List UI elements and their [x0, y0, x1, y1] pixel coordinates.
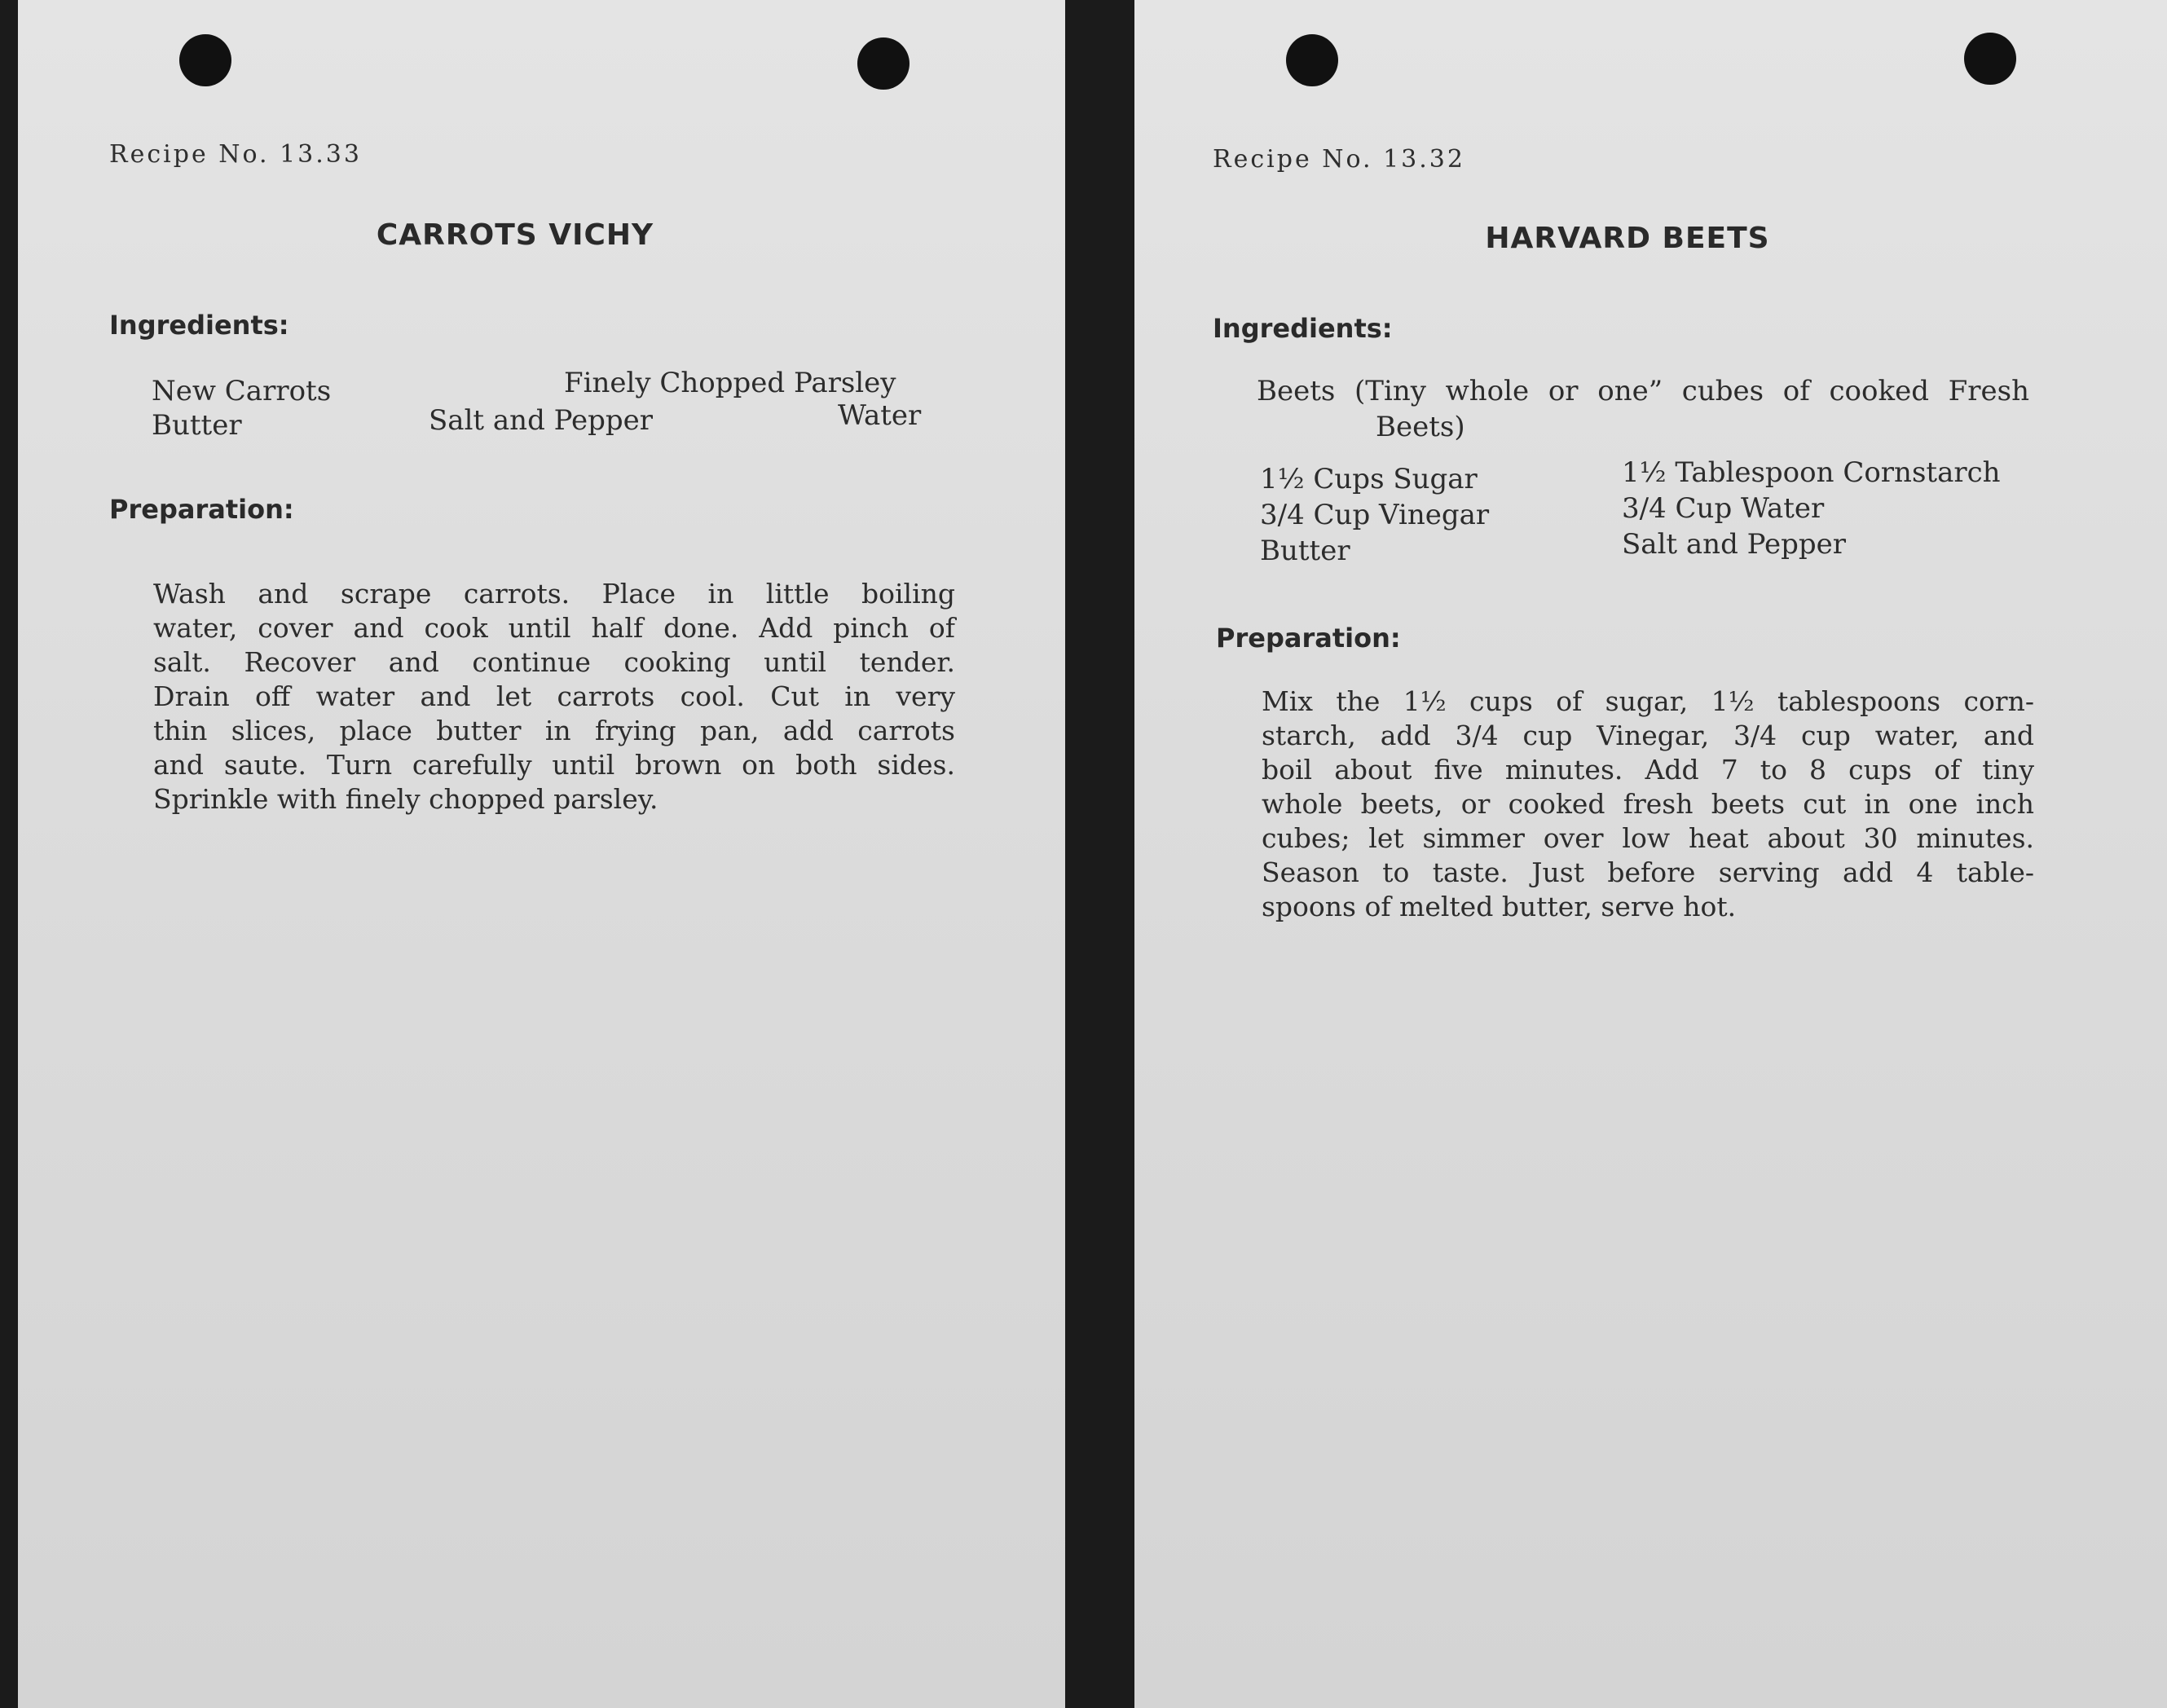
- preparation-line: whole beets, or cooked fresh beets cut in one inch: [1262, 788, 2034, 820]
- ingredient-beets: Beets (Tiny whole or one” cubes of cooked Fresh: [1257, 375, 2029, 407]
- recipe-number: Recipe No. 13.33: [109, 140, 362, 169]
- preparation-heading: Preparation:: [109, 494, 294, 525]
- preparation-line: Drain off water and let carrots cool. Cut in very: [153, 680, 955, 712]
- punch-hole-icon: [857, 37, 910, 90]
- preparation-line: and saute. Turn carefully until brown on both sides.: [153, 749, 955, 781]
- ingredients-heading: Ingredients:: [1213, 313, 1393, 344]
- recipe-number: Recipe No. 13.32: [1213, 145, 1465, 174]
- recipe-title: CARROTS VICHY: [376, 218, 654, 252]
- preparation-line: Mix the 1½ cups of sugar, 1½ tablespoons corn-: [1262, 685, 2034, 717]
- ingredient-butter: Butter: [152, 409, 242, 442]
- punch-hole-icon: [179, 34, 231, 86]
- ingredient-salt-pepper: Salt and Pepper: [429, 404, 654, 437]
- ingredient-beets-continued: Beets): [1376, 411, 1465, 443]
- preparation-heading: Preparation:: [1216, 623, 1401, 654]
- preparation-line: spoons of melted butter, serve hot.: [1262, 891, 1737, 922]
- preparation-line: starch, add 3/4 cup Vinegar, 3/4 cup water, and: [1262, 720, 2034, 751]
- preparation-line: Season to taste. Just before serving add 4 table-: [1262, 856, 2034, 888]
- ingredient-cornstarch: 1½ Tablespoon Cornstarch: [1622, 456, 2001, 489]
- recipe-title: HARVARD BEETS: [1485, 222, 1770, 255]
- punch-hole-icon: [1286, 34, 1338, 86]
- preparation-line: water, cover and cook until half done. Add pinch of: [153, 612, 955, 644]
- preparation-line: Sprinkle with finely chopped parsley.: [153, 783, 658, 815]
- ingredient-new-carrots: New Carrots: [152, 375, 332, 407]
- preparation-line: Wash and scrape carrots. Place in little boiling: [153, 578, 955, 610]
- ingredient-butter: Butter: [1260, 535, 1350, 567]
- ingredient-parsley: Finely Chopped Parsley: [564, 367, 896, 399]
- ingredients-heading: Ingredients:: [109, 310, 289, 341]
- preparation-line: salt. Recover and continue cooking until tender.: [153, 646, 955, 678]
- preparation-text: [153, 577, 955, 817]
- ingredient-water: 3/4 Cup Water: [1622, 492, 1825, 525]
- ingredient-sugar: 1½ Cups Sugar: [1260, 463, 1478, 495]
- recipe-card-carrots-vichy: [18, 0, 1065, 1708]
- ingredient-vinegar: 3/4 Cup Vinegar: [1260, 499, 1490, 531]
- preparation-line: cubes; let simmer over low heat about 30 minutes.: [1262, 822, 2034, 854]
- punch-hole-icon: [1964, 33, 2016, 85]
- preparation-line: thin slices, place butter in frying pan, add carrots: [153, 715, 955, 746]
- ingredient-salt-pepper: Salt and Pepper: [1622, 528, 1847, 561]
- preparation-line: boil about five minutes. Add 7 to 8 cups of tiny: [1262, 754, 2034, 786]
- ingredient-water: Water: [838, 399, 922, 432]
- recipe-card-harvard-beets: [1134, 0, 2167, 1708]
- preparation-text: [1262, 685, 2034, 924]
